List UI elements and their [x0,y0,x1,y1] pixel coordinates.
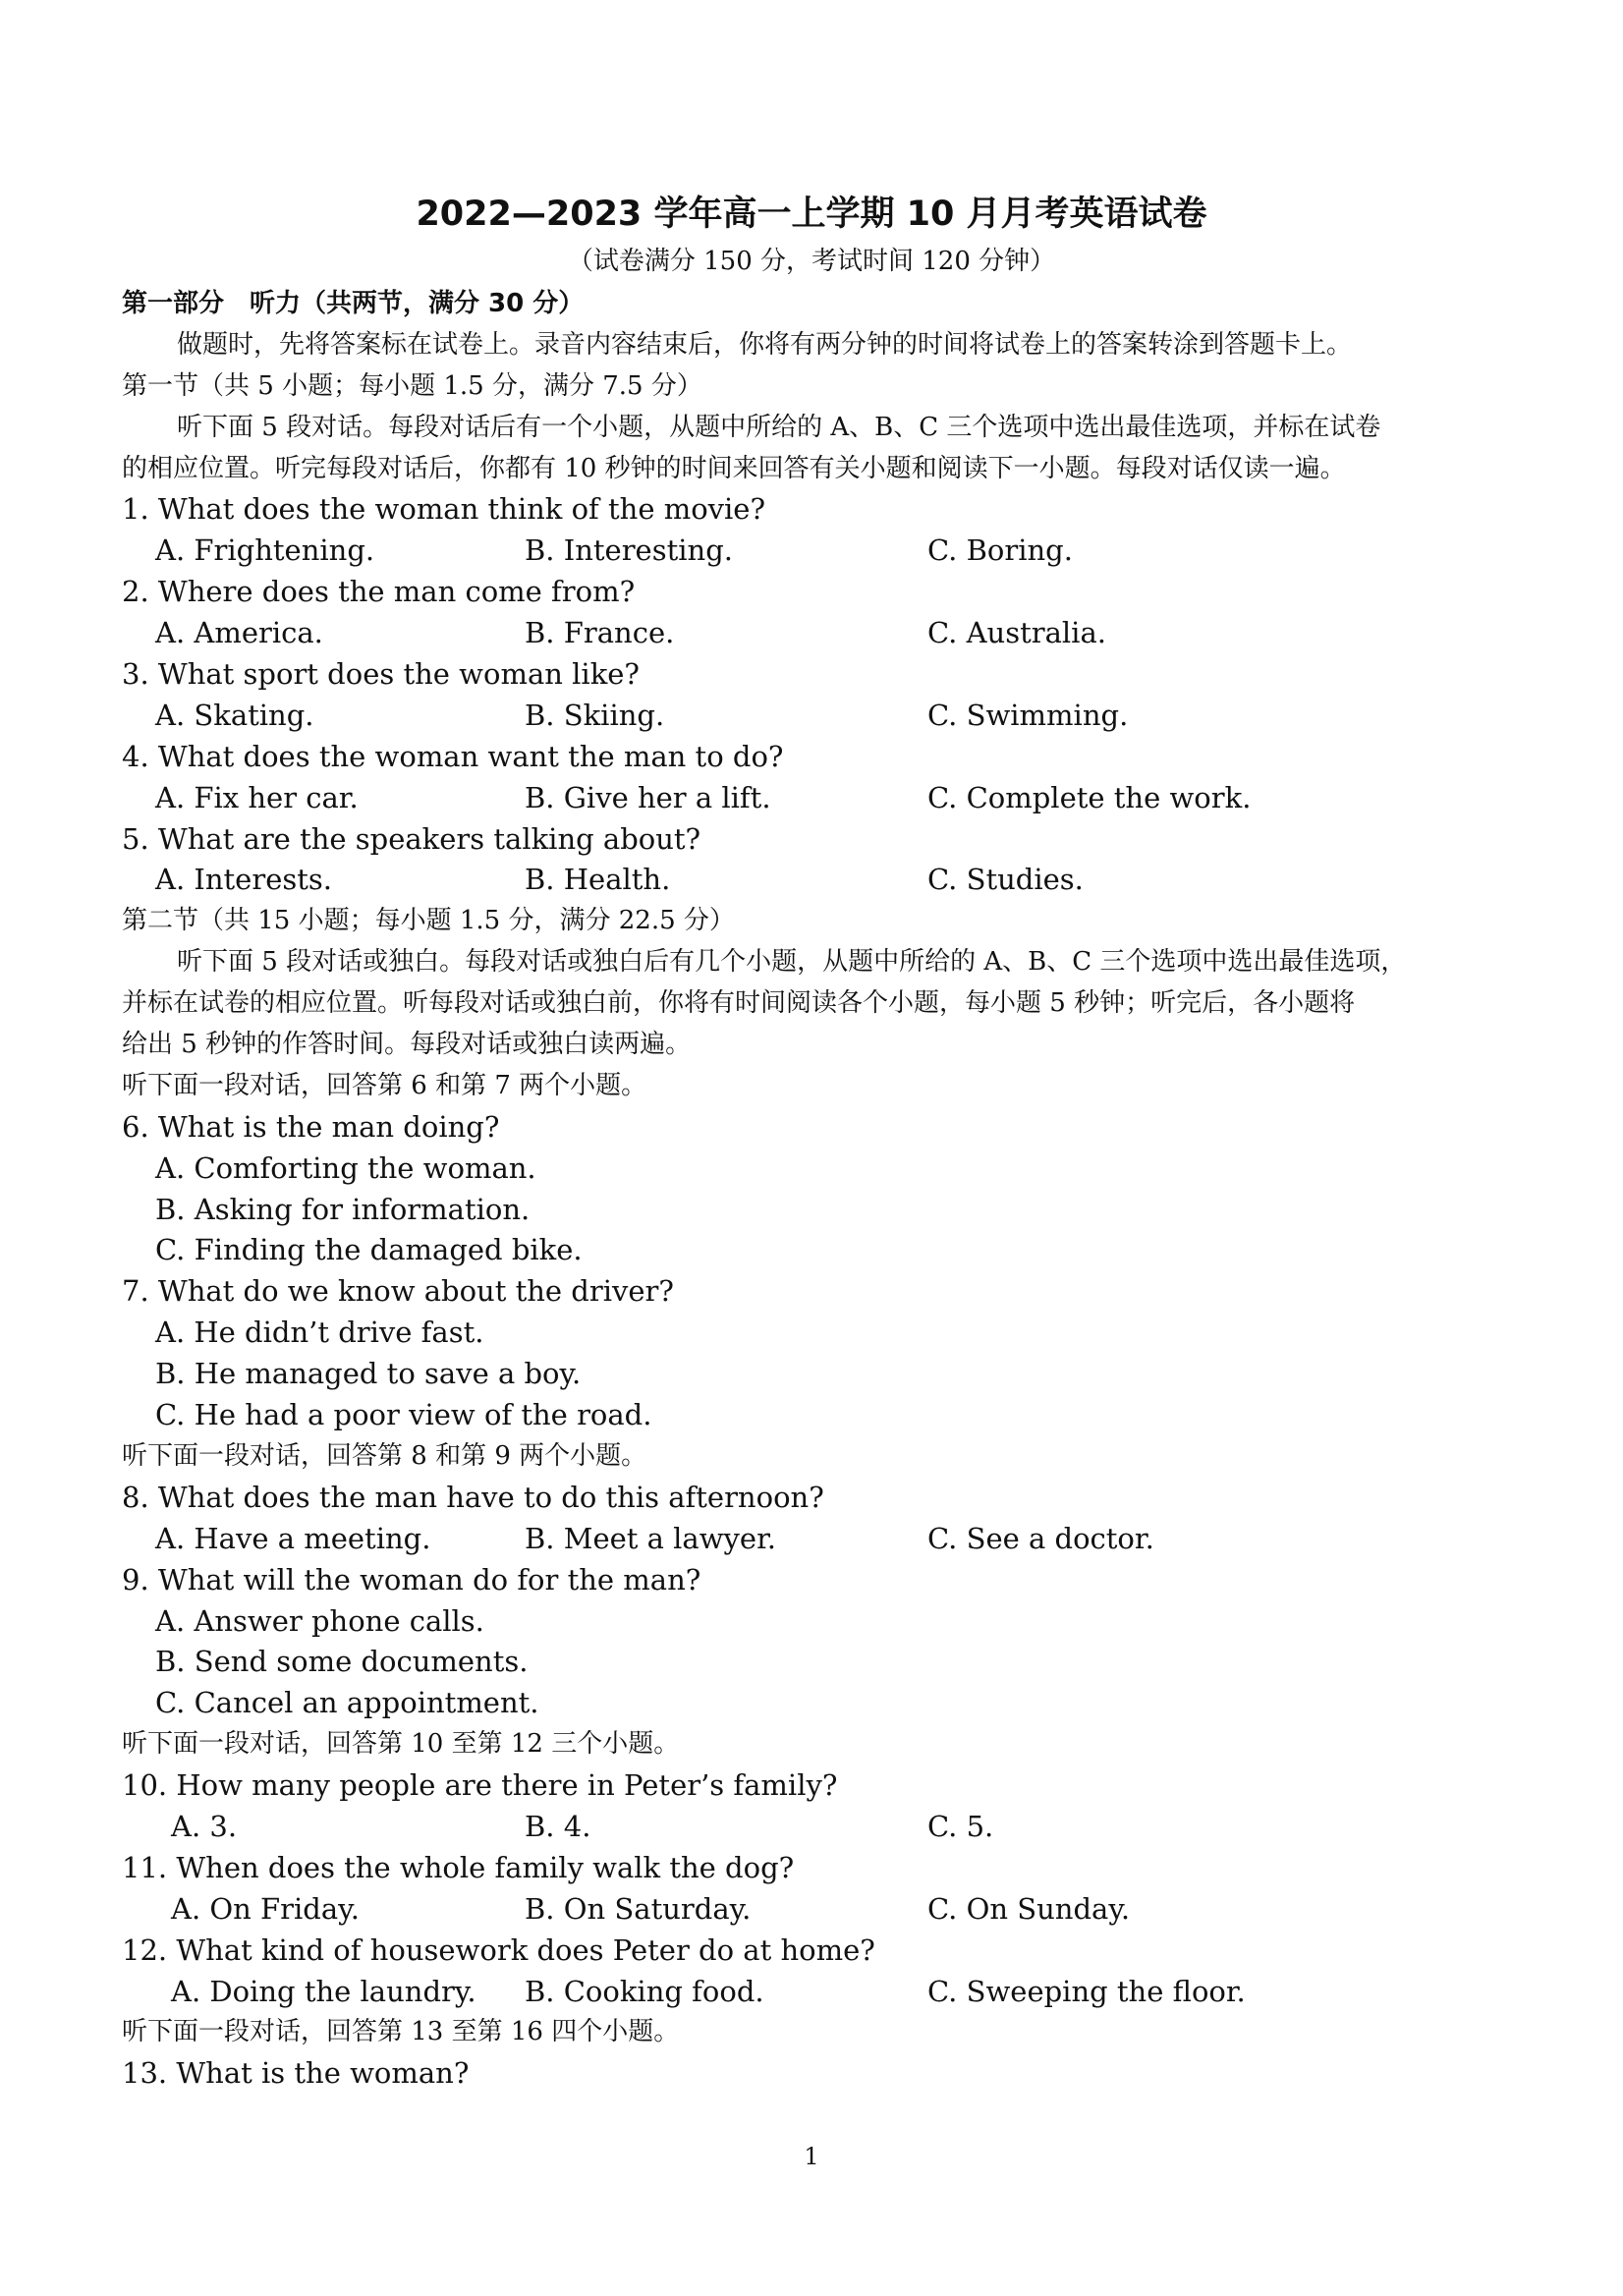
section2-instruction-line-1: 听下面 5 段对话或独白。每段对话或独白后有几个小题，从题中所给的 A、B、C 三个选项中选出最佳选项， [177,947,1407,978]
dialogue-group-1-instruction: 听下面一段对话，回答第 6 和第 7 两个小题。 [122,1070,647,1100]
question-5-option-b: B. Health. [525,863,671,897]
question-3-option-c: C. Swimming. [927,698,1129,732]
question-11-option-b: B. On Saturday. [525,1891,752,1926]
section1-instruction-line-2: 的相应位置。听完每段对话后，你都有 10 秒钟的时间来回答有关小题和阅读下一小题。每段对话仅读一遍。 [122,453,1346,483]
exam-subtitle: （试卷满分 150 分，考试时间 120 分钟） [567,247,1056,276]
question-10-option-a: A. 3. [171,1809,238,1843]
question-4-option-a: A. Fix her car. [155,780,359,814]
question-3-option-b: B. Skiing. [525,698,665,732]
question-3-stem: 3. What sport does the woman like? [122,657,640,692]
question-8-stem: 8. What does the man have to do this afternoon? [122,1480,824,1514]
question-3-options [122,696,1517,737]
question-6-stem: 6. What is the man doing? [122,1109,500,1144]
question-4-options [122,778,1517,819]
question-7-option-b: B. He managed to save a boy. [155,1357,582,1391]
question-9-stem: 9. What will the woman do for the man? [122,1562,701,1596]
part1-instruction: 做题时，先将答案标在试卷上。录音内容结束后，你将有两分钟的时间将试卷上的答案转涂到答题卡上。 [177,329,1353,360]
question-2-option-a: A. America. [155,616,323,650]
question-7-stem: 7. What do we know about the driver? [122,1274,674,1309]
dialogue-group-4-instruction: 听下面一段对话，回答第 13 至第 16 四个小题。 [122,2017,680,2047]
section1-heading: 第一节（共 5 小题；每小题 1.5 分，满分 7.5 分） [122,370,702,401]
question-2-option-b: B. France. [525,616,675,650]
section2-instruction-line-2: 并标在试卷的相应位置。听每段对话或独白前，你将有时间阅读各个小题，每小题 5 秒钟；听完后，各小题将 [122,988,1356,1019]
question-11-options [122,1889,1517,1931]
question-10-option-b: B. 4. [525,1809,591,1843]
question-1-options [122,531,1517,572]
page-number: 1 [804,2143,819,2170]
section1-instruction-line-1: 听下面 5 段对话。每段对话后有一个小题，从题中所给的 A、B、C 三个选项中选出最佳选项，并标在试卷 [177,412,1381,442]
question-11-stem: 11. When does the whole family walk the dog? [122,1850,795,1884]
question-8-option-b: B. Meet a lawyer. [525,1521,776,1555]
dialogue-group-2-instruction: 听下面一段对话，回答第 8 和第 9 两个小题。 [122,1440,647,1471]
question-12-options [122,1972,1517,2013]
question-9-option-c: C. Cancel an appointment. [155,1686,539,1720]
question-10-option-c: C. 5. [927,1809,994,1843]
exam-title: 2022—2023 学年高一上学期 10 月月考英语试卷 [416,195,1207,234]
question-11-option-c: C. On Sunday. [927,1891,1131,1926]
question-5-option-a: A. Interests. [155,863,332,897]
question-3-option-a: A. Skating. [155,698,314,732]
question-8-options [122,1519,1517,1560]
question-12-stem: 12. What kind of housework does Peter do at home? [122,1932,875,1967]
question-7-option-c: C. He had a poor view of the road. [155,1398,652,1432]
question-8-option-c: C. See a doctor. [927,1521,1154,1555]
part1-heading: 第一部分 听力（共两节，满分 30 分） [122,289,585,318]
question-5-option-c: C. Studies. [927,863,1084,897]
question-13-stem: 13. What is the woman? [122,2056,470,2091]
question-4-option-c: C. Complete the work. [927,780,1252,814]
section2-instruction-line-3: 给出 5 秒钟的作答时间。每段对话或独白读两遍。 [122,1030,692,1060]
question-6-option-a: A. Comforting the woman. [155,1150,536,1185]
question-12-option-c: C. Sweeping the floor. [927,1974,1246,2008]
question-1-option-c: C. Boring. [927,533,1073,568]
question-7-option-a: A. He didn’t drive fast. [155,1316,484,1350]
exam-content [122,284,1517,2095]
section2-heading: 第二节（共 15 小题；每小题 1.5 分，满分 22.5 分） [122,906,735,936]
question-11-option-a: A. On Friday. [171,1891,360,1926]
question-8-option-a: A. Have a meeting. [155,1521,431,1555]
question-1-option-a: A. Frightening. [155,533,375,568]
question-12-option-a: A. Doing the laundry. [171,1974,476,2008]
question-2-option-c: C. Australia. [927,616,1106,650]
question-5-options [122,860,1517,901]
question-4-option-b: B. Give her a lift. [525,780,771,814]
question-2-stem: 2. Where does the man come from? [122,575,636,609]
question-6-option-c: C. Finding the damaged bike. [155,1233,583,1267]
question-10-options [122,1807,1517,1848]
question-5-stem: 5. What are the speakers talking about? [122,821,701,856]
question-9-option-b: B. Send some documents. [155,1645,529,1679]
question-9-option-a: A. Answer phone calls. [155,1603,484,1638]
question-10-stem: 10. How many people are there in Peter’s family? [122,1768,838,1803]
question-1-stem: 1. What does the woman think of the movie? [122,492,766,527]
question-1-option-b: B. Interesting. [525,533,733,568]
question-2-options [122,613,1517,654]
question-6-option-b: B. Asking for information. [155,1192,531,1226]
question-4-stem: 4. What does the woman want the man to do? [122,739,784,773]
question-12-option-b: B. Cooking food. [525,1974,764,2008]
dialogue-group-3-instruction: 听下面一段对话，回答第 10 至第 12 三个小题。 [122,1729,680,1760]
